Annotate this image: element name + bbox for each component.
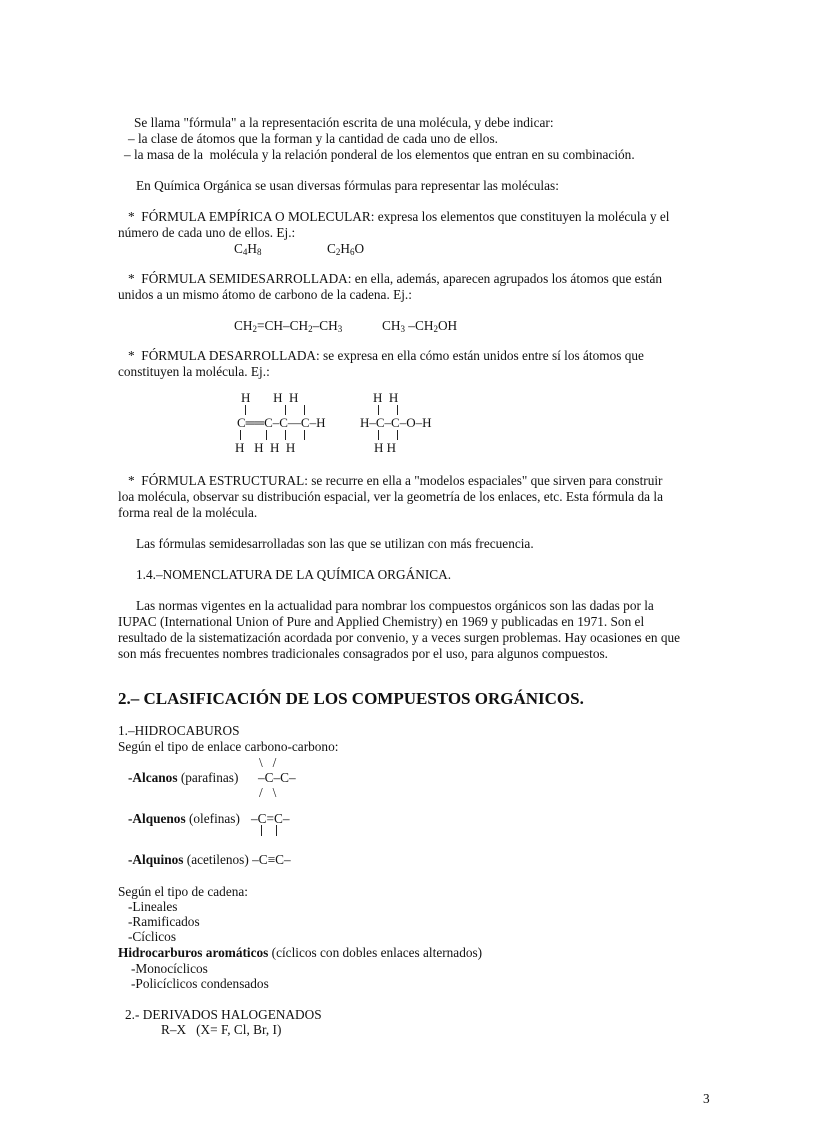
formula-example: $C_2H_6O$ bbox=[327, 241, 365, 257]
list-item: -Monocíclicos bbox=[131, 961, 208, 976]
alcanos-formula: –C–C– bbox=[258, 770, 296, 785]
empirica-text: número de cada uno de ellos. Ej.: bbox=[118, 225, 296, 240]
bond-mark: \ / bbox=[259, 755, 277, 770]
page-number: 3 bbox=[703, 1091, 710, 1106]
nomen-text: Las normas vigentes en la actualidad para nombrar los compuestos orgánicos son las dadas por la bbox=[136, 598, 654, 613]
alquenos-formula: –C=C– bbox=[251, 811, 290, 826]
bond-line bbox=[261, 825, 262, 836]
nomen-text: IUPAC (International Union of Pure and Applied Chemistry) en 1969 y publicadas en 1971. Son el bbox=[118, 614, 645, 629]
list-item: -Cíclicos bbox=[128, 929, 177, 944]
intro-bullet: – la masa de la molécula y la relación ponderal de los elementos que entran en su combinación. bbox=[124, 147, 635, 162]
alcanos-item: -Alcanos (parafinas) bbox=[128, 770, 239, 785]
list-item: -Policíclicos condensados bbox=[131, 976, 269, 991]
aromaticos-item: Hidrocarburos aromáticos (cíclicos con dobles enlaces alternados) bbox=[118, 945, 483, 960]
semides-text: unidos a un mismo átomo de carbono de la cadena. Ej.: bbox=[118, 287, 412, 302]
intro-line: Se llama "fórmula" a la representación escrita de una molécula, y debe indicar: bbox=[134, 115, 554, 130]
formula-example: $C_4H_8$ bbox=[234, 241, 262, 257]
estructural-text: loa molécula, observar su distribución espacial, ver la geometría de los enlaces, etc. Esta fórmula da la bbox=[118, 489, 663, 504]
formula-example: $CH_3$ $-CH_2OH$ bbox=[382, 318, 458, 334]
bond-mark: / \ bbox=[259, 785, 277, 800]
empirica-text: * FÓRMULA EMPÍRICA O MOLECULAR: expresa los elementos que constituyen la molécula y el bbox=[128, 209, 670, 224]
hidro-heading: 1.–HIDROCABUROS bbox=[118, 723, 240, 738]
halog-formula: R–X (X= F, Cl, Br, I) bbox=[161, 1022, 282, 1037]
formula-example: $CH_2=CH-CH_2-CH_3$ bbox=[234, 318, 343, 334]
hidro-text: Según el tipo de enlace carbono-carbono: bbox=[118, 739, 339, 754]
list-item: -Ramificados bbox=[128, 914, 200, 929]
section-title: 2.– CLASIFICACIÓN DE LOS COMPUESTOS ORGÁNICOS. bbox=[118, 689, 584, 708]
semides-text: * FÓRMULA SEMIDESARROLLADA: en ella, además, aparecen agrupados los átomos que están bbox=[128, 271, 662, 286]
nomen-text: son más frecuentes nombres tradicionales consagrados por el uso, para algunos compuestos. bbox=[118, 646, 609, 661]
alquinos-item: -Alquinos (acetilenos) –C≡C– bbox=[128, 852, 291, 867]
list-item: -Lineales bbox=[128, 899, 178, 914]
paragraph: Las fórmulas semidesarrolladas son las que se utilizan con más frecuencia. bbox=[136, 536, 534, 551]
alquenos-item: -Alquenos (olefinas) bbox=[128, 811, 240, 826]
nomen-text: resultado de la sistematización acordada por convenio, y a veces surgen problemas. Hay ocasiones en que bbox=[118, 630, 681, 645]
desarr-text: constituyen la molécula. Ej.: bbox=[118, 364, 270, 379]
intro-bullet: – la clase de átomos que la forman y la cantidad de cada uno de ellos. bbox=[128, 131, 498, 146]
estructural-text: * FÓRMULA ESTRUCTURAL: se recurre en ella a "modelos espaciales" que sirven para construir bbox=[128, 473, 663, 488]
estructural-text: forma real de la molécula. bbox=[118, 505, 258, 520]
intro-line: En Química Orgánica se usan diversas fórmulas para representar las moléculas: bbox=[136, 178, 559, 193]
subsection-heading: 1.4.–NOMENCLATURA DE LA QUÍMICA ORGÁNICA. bbox=[136, 567, 452, 582]
hidro-text: Según el tipo de cadena: bbox=[118, 884, 248, 899]
desarr-text: * FÓRMULA DESARROLLADA: se expresa en ella cómo están unidos entre sí los átomos que bbox=[128, 348, 644, 363]
bond-line bbox=[276, 825, 277, 836]
halog-heading: 2.- DERIVADOS HALOGENADOS bbox=[125, 1007, 322, 1022]
